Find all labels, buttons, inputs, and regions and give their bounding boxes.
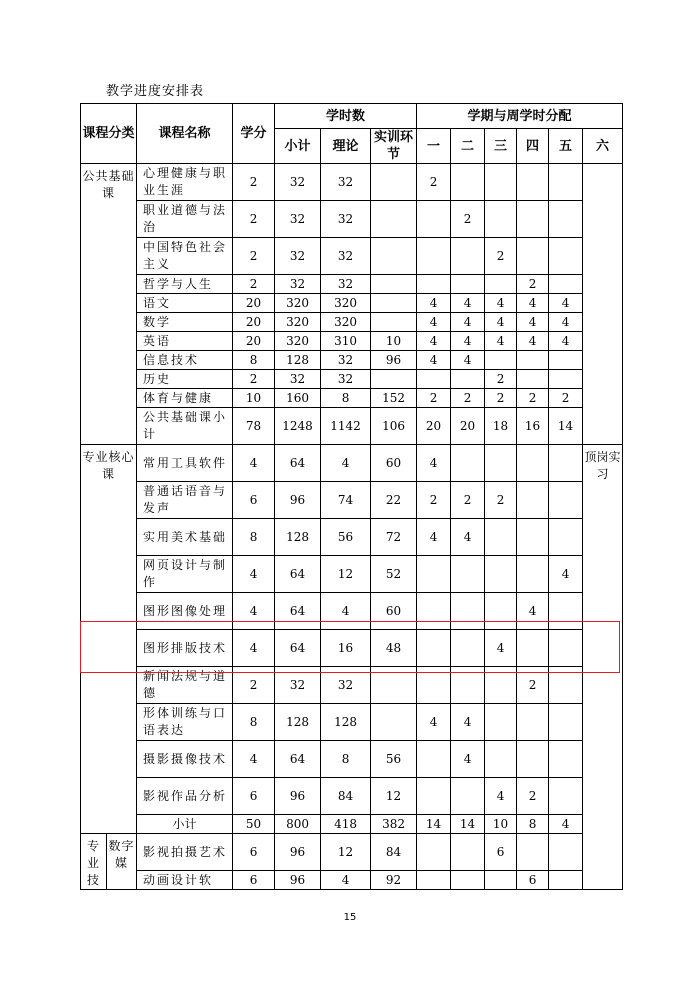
theory-hours-cell: 4 bbox=[321, 445, 371, 482]
header-semester-group: 学期与周学时分配 bbox=[417, 104, 623, 129]
practice-hours-cell bbox=[371, 370, 417, 389]
practice-hours-cell bbox=[371, 294, 417, 313]
total-hours-cell: 32 bbox=[275, 275, 321, 294]
credit-cell: 8 bbox=[233, 351, 275, 370]
semester-5-cell bbox=[549, 370, 583, 389]
credit-cell: 4 bbox=[233, 556, 275, 593]
practice-hours-cell: 56 bbox=[371, 741, 417, 778]
total-hours-cell: 128 bbox=[275, 704, 321, 741]
header-category: 课程分类 bbox=[81, 104, 137, 164]
semester-3-cell bbox=[485, 445, 517, 482]
header-total: 小计 bbox=[275, 129, 321, 164]
semester-4-cell: 6 bbox=[517, 871, 549, 890]
credit-cell: 6 bbox=[233, 482, 275, 519]
total-hours-cell: 160 bbox=[275, 389, 321, 408]
table-row bbox=[81, 294, 623, 313]
table-row bbox=[81, 519, 623, 556]
credit-cell: 8 bbox=[233, 704, 275, 741]
practice-hours-cell bbox=[371, 667, 417, 704]
table-row bbox=[81, 408, 623, 445]
semester-1-cell: 2 bbox=[417, 482, 451, 519]
total-hours-cell: 32 bbox=[275, 667, 321, 704]
table-row bbox=[81, 834, 623, 871]
practice-hours-cell: 52 bbox=[371, 556, 417, 593]
course-name: 图形排版技术 bbox=[137, 630, 233, 667]
total-hours-cell: 64 bbox=[275, 556, 321, 593]
credit-cell: 4 bbox=[233, 445, 275, 482]
category-major-skill: 专业技 bbox=[81, 834, 107, 890]
total-hours-cell: 800 bbox=[275, 815, 321, 834]
table-row bbox=[81, 871, 623, 890]
category-public-basic: 公共基础课 bbox=[81, 164, 137, 445]
theory-hours-cell: 32 bbox=[321, 201, 371, 238]
semester-1-cell: 4 bbox=[417, 519, 451, 556]
table-row bbox=[81, 164, 623, 201]
credit-cell: 6 bbox=[233, 871, 275, 890]
theory-hours-cell: 16 bbox=[321, 630, 371, 667]
header-sem-4: 四 bbox=[517, 129, 549, 164]
semester-3-cell: 6 bbox=[485, 834, 517, 871]
semester-4-cell: 2 bbox=[517, 667, 549, 704]
semester-3-cell bbox=[485, 704, 517, 741]
table-row bbox=[81, 238, 623, 275]
theory-hours-cell: 418 bbox=[321, 815, 371, 834]
credit-cell: 10 bbox=[233, 389, 275, 408]
header-hours-group: 学时数 bbox=[275, 104, 417, 129]
course-name: 英语 bbox=[137, 332, 233, 351]
theory-hours-cell: 74 bbox=[321, 482, 371, 519]
semester-4-cell bbox=[517, 704, 549, 741]
theory-hours-cell: 32 bbox=[321, 351, 371, 370]
total-hours-cell: 32 bbox=[275, 201, 321, 238]
total-hours-cell: 64 bbox=[275, 593, 321, 630]
semester-5-cell bbox=[549, 834, 583, 871]
semester-2-cell bbox=[451, 778, 485, 815]
semester-4-cell bbox=[517, 741, 549, 778]
internship-cell bbox=[583, 164, 623, 445]
course-name: 实用美术基础 bbox=[137, 519, 233, 556]
course-name: 普通话语音与发声 bbox=[137, 482, 233, 519]
table-row bbox=[81, 741, 623, 778]
semester-2-cell: 4 bbox=[451, 519, 485, 556]
total-hours-cell: 320 bbox=[275, 313, 321, 332]
semester-4-cell bbox=[517, 445, 549, 482]
semester-4-cell: 8 bbox=[517, 815, 549, 834]
table-row bbox=[81, 815, 623, 834]
theory-hours-cell: 320 bbox=[321, 313, 371, 332]
total-hours-cell: 64 bbox=[275, 741, 321, 778]
theory-hours-cell: 320 bbox=[321, 294, 371, 313]
semester-2-cell bbox=[451, 164, 485, 201]
semester-4-cell: 2 bbox=[517, 778, 549, 815]
semester-4-cell: 4 bbox=[517, 313, 549, 332]
semester-4-cell: 16 bbox=[517, 408, 549, 445]
semester-3-cell: 4 bbox=[485, 313, 517, 332]
semester-3-cell bbox=[485, 275, 517, 294]
semester-4-cell bbox=[517, 482, 549, 519]
theory-hours-cell: 12 bbox=[321, 834, 371, 871]
table-row bbox=[81, 201, 623, 238]
semester-5-cell bbox=[549, 164, 583, 201]
theory-hours-cell: 32 bbox=[321, 275, 371, 294]
semester-2-cell: 4 bbox=[451, 332, 485, 351]
semester-2-cell: 4 bbox=[451, 294, 485, 313]
course-name: 影视作品分析 bbox=[137, 778, 233, 815]
header-sem-1: 一 bbox=[417, 129, 451, 164]
semester-3-cell: 2 bbox=[485, 238, 517, 275]
total-hours-cell: 64 bbox=[275, 445, 321, 482]
semester-3-cell bbox=[485, 593, 517, 630]
credit-cell: 4 bbox=[233, 741, 275, 778]
semester-1-cell bbox=[417, 778, 451, 815]
practice-hours-cell bbox=[371, 275, 417, 294]
header-practice: 实训环节 bbox=[371, 129, 417, 164]
total-hours-cell: 96 bbox=[275, 834, 321, 871]
practice-hours-cell: 96 bbox=[371, 351, 417, 370]
header-sem-3: 三 bbox=[485, 129, 517, 164]
semester-1-cell: 4 bbox=[417, 332, 451, 351]
table-row bbox=[81, 482, 623, 519]
total-hours-cell: 96 bbox=[275, 482, 321, 519]
credit-cell: 2 bbox=[233, 164, 275, 201]
theory-hours-cell: 310 bbox=[321, 332, 371, 351]
semester-2-cell: 14 bbox=[451, 815, 485, 834]
table-row bbox=[81, 778, 623, 815]
practice-hours-cell: 48 bbox=[371, 630, 417, 667]
practice-hours-cell bbox=[371, 313, 417, 332]
course-name: 影视拍摄艺术 bbox=[137, 834, 233, 871]
semester-2-cell bbox=[451, 370, 485, 389]
semester-4-cell: 2 bbox=[517, 389, 549, 408]
header-credit: 学分 bbox=[233, 104, 275, 164]
semester-4-cell bbox=[517, 630, 549, 667]
course-name: 信息技术 bbox=[137, 351, 233, 370]
theory-hours-cell: 4 bbox=[321, 871, 371, 890]
semester-1-cell: 4 bbox=[417, 313, 451, 332]
semester-4-cell: 2 bbox=[517, 275, 549, 294]
semester-3-cell: 2 bbox=[485, 370, 517, 389]
semester-4-cell bbox=[517, 351, 549, 370]
semester-4-cell bbox=[517, 370, 549, 389]
practice-hours-cell bbox=[371, 704, 417, 741]
total-hours-cell: 32 bbox=[275, 238, 321, 275]
semester-1-cell: 2 bbox=[417, 164, 451, 201]
credit-cell: 20 bbox=[233, 294, 275, 313]
semester-2-cell bbox=[451, 238, 485, 275]
practice-hours-cell: 72 bbox=[371, 519, 417, 556]
semester-1-cell: 4 bbox=[417, 294, 451, 313]
semester-5-cell: 4 bbox=[549, 556, 583, 593]
theory-hours-cell: 32 bbox=[321, 370, 371, 389]
course-name: 形体训练与口语表达 bbox=[137, 704, 233, 741]
semester-1-cell: 4 bbox=[417, 704, 451, 741]
semester-1-cell bbox=[417, 630, 451, 667]
theory-hours-cell: 8 bbox=[321, 389, 371, 408]
page-number: 15 bbox=[343, 912, 357, 923]
practice-hours-cell: 382 bbox=[371, 815, 417, 834]
table-row bbox=[81, 556, 623, 593]
credit-cell: 2 bbox=[233, 667, 275, 704]
table-row bbox=[81, 593, 623, 630]
total-hours-cell: 32 bbox=[275, 164, 321, 201]
semester-1-cell bbox=[417, 871, 451, 890]
semester-3-cell: 18 bbox=[485, 408, 517, 445]
total-hours-cell: 320 bbox=[275, 332, 321, 351]
semester-5-cell bbox=[549, 871, 583, 890]
category-digital-media: 数字媒 bbox=[107, 834, 137, 890]
semester-5-cell bbox=[549, 482, 583, 519]
semester-4-cell bbox=[517, 164, 549, 201]
semester-1-cell bbox=[417, 593, 451, 630]
table-row bbox=[81, 370, 623, 389]
header-sem-5: 五 bbox=[549, 129, 583, 164]
semester-3-cell bbox=[485, 201, 517, 238]
table-row bbox=[81, 667, 623, 704]
semester-5-cell bbox=[549, 351, 583, 370]
table-caption: 教学进度安排表 bbox=[106, 84, 205, 99]
semester-2-cell bbox=[451, 630, 485, 667]
course-name: 体育与健康 bbox=[137, 389, 233, 408]
theory-hours-cell: 128 bbox=[321, 704, 371, 741]
semester-2-cell: 2 bbox=[451, 201, 485, 238]
table-row bbox=[81, 704, 623, 741]
semester-4-cell: 4 bbox=[517, 593, 549, 630]
total-hours-cell: 96 bbox=[275, 871, 321, 890]
theory-hours-cell: 56 bbox=[321, 519, 371, 556]
practice-hours-cell: 60 bbox=[371, 445, 417, 482]
total-hours-cell: 96 bbox=[275, 778, 321, 815]
semester-2-cell: 20 bbox=[451, 408, 485, 445]
credit-cell: 4 bbox=[233, 593, 275, 630]
practice-hours-cell bbox=[371, 164, 417, 201]
practice-hours-cell: 12 bbox=[371, 778, 417, 815]
credit-cell: 4 bbox=[233, 630, 275, 667]
total-hours-cell: 64 bbox=[275, 630, 321, 667]
semester-4-cell bbox=[517, 834, 549, 871]
semester-3-cell: 4 bbox=[485, 332, 517, 351]
course-name: 公共基础课小计 bbox=[137, 408, 233, 445]
credit-cell: 2 bbox=[233, 238, 275, 275]
course-name: 哲学与人生 bbox=[137, 275, 233, 294]
table-row bbox=[81, 630, 623, 667]
practice-hours-cell: 22 bbox=[371, 482, 417, 519]
theory-hours-cell: 84 bbox=[321, 778, 371, 815]
semester-1-cell: 4 bbox=[417, 445, 451, 482]
course-name: 图形图像处理 bbox=[137, 593, 233, 630]
semester-5-cell: 4 bbox=[549, 294, 583, 313]
semester-2-cell bbox=[451, 593, 485, 630]
semester-4-cell bbox=[517, 519, 549, 556]
theory-hours-cell: 32 bbox=[321, 667, 371, 704]
semester-5-cell: 4 bbox=[549, 332, 583, 351]
semester-2-cell bbox=[451, 667, 485, 704]
semester-3-cell: 2 bbox=[485, 389, 517, 408]
semester-2-cell bbox=[451, 275, 485, 294]
practice-hours-cell: 152 bbox=[371, 389, 417, 408]
semester-4-cell: 4 bbox=[517, 294, 549, 313]
header-row-1 bbox=[81, 104, 623, 129]
semester-5-cell: 14 bbox=[549, 408, 583, 445]
course-name: 职业道德与法治 bbox=[137, 201, 233, 238]
table-row bbox=[81, 351, 623, 370]
course-name: 小计 bbox=[137, 815, 233, 834]
semester-5-cell bbox=[549, 704, 583, 741]
semester-2-cell: 2 bbox=[451, 389, 485, 408]
credit-cell: 50 bbox=[233, 815, 275, 834]
semester-3-cell bbox=[485, 741, 517, 778]
credit-cell: 20 bbox=[233, 332, 275, 351]
semester-5-cell bbox=[549, 519, 583, 556]
table-row bbox=[81, 275, 623, 294]
semester-3-cell bbox=[485, 351, 517, 370]
semester-5-cell bbox=[549, 275, 583, 294]
practice-hours-cell bbox=[371, 238, 417, 275]
semester-2-cell: 2 bbox=[451, 482, 485, 519]
semester-3-cell: 2 bbox=[485, 482, 517, 519]
semester-3-cell: 4 bbox=[485, 630, 517, 667]
semester-5-cell bbox=[549, 778, 583, 815]
course-name: 常用工具软件 bbox=[137, 445, 233, 482]
semester-3-cell bbox=[485, 871, 517, 890]
practice-hours-cell bbox=[371, 201, 417, 238]
schedule-body bbox=[81, 104, 623, 890]
semester-2-cell: 4 bbox=[451, 741, 485, 778]
semester-1-cell: 4 bbox=[417, 351, 451, 370]
table-row bbox=[81, 445, 623, 482]
total-hours-cell: 128 bbox=[275, 351, 321, 370]
practice-hours-cell: 84 bbox=[371, 834, 417, 871]
semester-2-cell: 4 bbox=[451, 313, 485, 332]
semester-2-cell bbox=[451, 556, 485, 593]
semester-5-cell: 4 bbox=[549, 313, 583, 332]
course-name: 网页设计与制作 bbox=[137, 556, 233, 593]
semester-5-cell bbox=[549, 593, 583, 630]
semester-1-cell bbox=[417, 834, 451, 871]
semester-1-cell: 2 bbox=[417, 389, 451, 408]
credit-cell: 78 bbox=[233, 408, 275, 445]
semester-1-cell: 14 bbox=[417, 815, 451, 834]
semester-3-cell bbox=[485, 519, 517, 556]
theory-hours-cell: 32 bbox=[321, 164, 371, 201]
credit-cell: 8 bbox=[233, 519, 275, 556]
course-name: 语文 bbox=[137, 294, 233, 313]
practice-hours-cell: 106 bbox=[371, 408, 417, 445]
semester-2-cell bbox=[451, 834, 485, 871]
practice-hours-cell: 10 bbox=[371, 332, 417, 351]
table-row bbox=[81, 313, 623, 332]
semester-5-cell bbox=[549, 741, 583, 778]
semester-3-cell: 4 bbox=[485, 778, 517, 815]
semester-2-cell bbox=[451, 445, 485, 482]
header-sem-2: 二 bbox=[451, 129, 485, 164]
credit-cell: 6 bbox=[233, 834, 275, 871]
semester-2-cell: 4 bbox=[451, 351, 485, 370]
semester-5-cell bbox=[549, 667, 583, 704]
semester-5-cell bbox=[549, 630, 583, 667]
semester-5-cell: 4 bbox=[549, 815, 583, 834]
header-theory: 理论 bbox=[321, 129, 371, 164]
semester-3-cell: 4 bbox=[485, 294, 517, 313]
total-hours-cell: 320 bbox=[275, 294, 321, 313]
total-hours-cell: 1248 bbox=[275, 408, 321, 445]
course-name: 数学 bbox=[137, 313, 233, 332]
schedule-table bbox=[80, 103, 623, 890]
practice-hours-cell: 60 bbox=[371, 593, 417, 630]
credit-cell: 20 bbox=[233, 313, 275, 332]
theory-hours-cell: 8 bbox=[321, 741, 371, 778]
semester-1-cell bbox=[417, 238, 451, 275]
semester-1-cell bbox=[417, 201, 451, 238]
semester-5-cell bbox=[549, 201, 583, 238]
theory-hours-cell: 32 bbox=[321, 238, 371, 275]
category-major-core: 专业核心课 bbox=[81, 445, 137, 834]
semester-4-cell bbox=[517, 556, 549, 593]
course-name: 摄影摄像技术 bbox=[137, 741, 233, 778]
semester-3-cell bbox=[485, 164, 517, 201]
semester-4-cell bbox=[517, 238, 549, 275]
internship-label: 顶岗实习 bbox=[583, 445, 623, 890]
practice-hours-cell: 92 bbox=[371, 871, 417, 890]
total-hours-cell: 128 bbox=[275, 519, 321, 556]
semester-4-cell bbox=[517, 201, 549, 238]
total-hours-cell: 32 bbox=[275, 370, 321, 389]
semester-5-cell bbox=[549, 238, 583, 275]
table-row bbox=[81, 389, 623, 408]
credit-cell: 2 bbox=[233, 201, 275, 238]
semester-5-cell bbox=[549, 445, 583, 482]
semester-5-cell: 2 bbox=[549, 389, 583, 408]
semester-3-cell: 10 bbox=[485, 815, 517, 834]
course-name: 中国特色社会主义 bbox=[137, 238, 233, 275]
table-row bbox=[81, 332, 623, 351]
semester-2-cell: 4 bbox=[451, 704, 485, 741]
credit-cell: 6 bbox=[233, 778, 275, 815]
theory-hours-cell: 4 bbox=[321, 593, 371, 630]
semester-2-cell bbox=[451, 871, 485, 890]
course-name: 动画设计软 bbox=[137, 871, 233, 890]
credit-cell: 2 bbox=[233, 275, 275, 294]
header-sem-6: 六 bbox=[583, 129, 623, 164]
semester-4-cell: 4 bbox=[517, 332, 549, 351]
semester-1-cell bbox=[417, 370, 451, 389]
semester-1-cell: 20 bbox=[417, 408, 451, 445]
semester-3-cell bbox=[485, 556, 517, 593]
credit-cell: 2 bbox=[233, 370, 275, 389]
theory-hours-cell: 12 bbox=[321, 556, 371, 593]
semester-1-cell bbox=[417, 556, 451, 593]
course-name: 心理健康与职业生涯 bbox=[137, 164, 233, 201]
course-name: 历史 bbox=[137, 370, 233, 389]
course-name: 新闻法规与道德 bbox=[137, 667, 233, 704]
semester-1-cell bbox=[417, 275, 451, 294]
semester-3-cell bbox=[485, 667, 517, 704]
theory-hours-cell: 1142 bbox=[321, 408, 371, 445]
semester-1-cell bbox=[417, 741, 451, 778]
header-name: 课程名称 bbox=[137, 104, 233, 164]
semester-1-cell bbox=[417, 667, 451, 704]
